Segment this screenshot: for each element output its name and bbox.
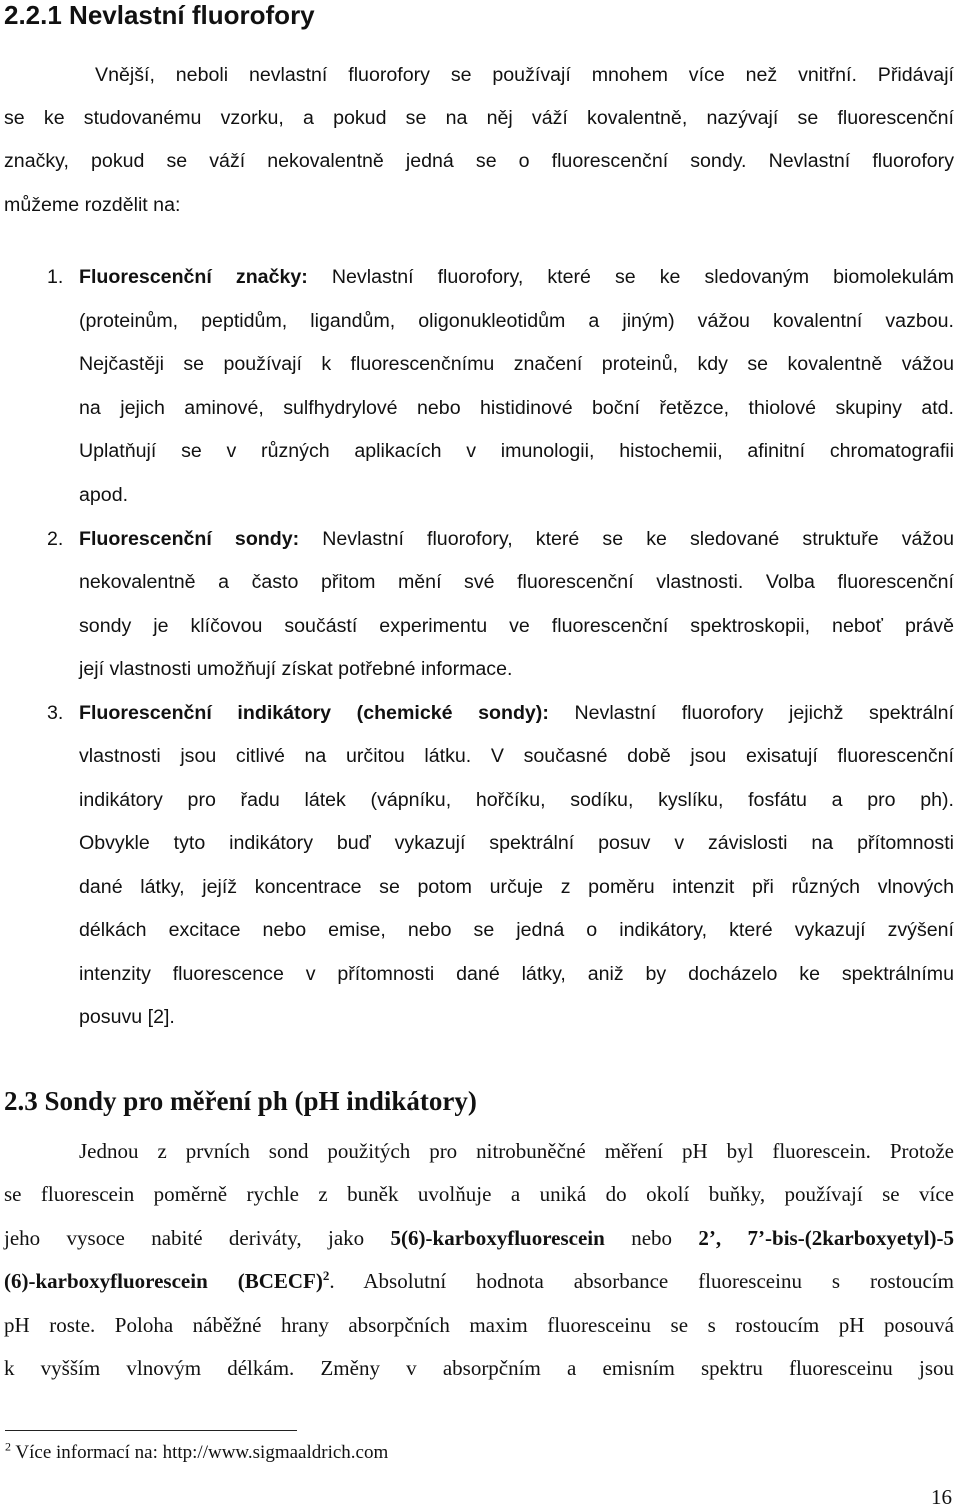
list-number: 2. bbox=[47, 528, 64, 550]
list-item-first-line bbox=[79, 701, 954, 725]
footnote-mark: 2 bbox=[5, 1439, 11, 1454]
list-line: vlastnosti jsou citlivé na určitou látku. V současné době jsou exisatují fluorescenční bbox=[79, 745, 954, 767]
paragraph-line: pH roste. Poloha náběžné hrany absorpčních maxim fluoresceinu se s rostoucím pH posouvá bbox=[4, 1313, 954, 1337]
compound-name: 2’, 7’-bis-(2karboxyetyl)-5 bbox=[698, 1226, 955, 1250]
list-line: Nejčastěji se používají k fluorescenčnímu značení proteinů, kdy se kovalentně vážou bbox=[79, 353, 954, 375]
footnote-text: Více informací na: http://www.sigmaaldrich.com bbox=[11, 1442, 389, 1463]
list-line: intenzity fluorescence v přítomnosti dané látky, aniž by docházelo ke spektrálnímu bbox=[79, 963, 954, 985]
footnote bbox=[5, 1441, 388, 1465]
paragraph-line: můžeme rozdělit na: bbox=[4, 194, 181, 216]
paragraph-text: jeho vysoce nabité deriváty, jako bbox=[4, 1226, 365, 1250]
list-text: Nevlastní fluorofory, které se ke sledované struktuře vážou bbox=[322, 528, 954, 550]
section-heading-2-2-1: 2.2.1 Nevlastní fluorofory bbox=[4, 0, 315, 30]
compound-name: (6)-karboxyfluorescein (BCECF) bbox=[4, 1269, 323, 1293]
list-line: indikátory pro řadu látek (vápníku, hořčíku, sodíku, kyslíku, fosfátu a pro ph). bbox=[79, 789, 954, 811]
list-term: Fluorescenční indikátory (chemické sondy): bbox=[79, 702, 549, 724]
list-number: 1. bbox=[47, 266, 64, 288]
list-line: délkách excitace nebo emise, nebo se jedná o indikátory, které vykazují zvýšení bbox=[79, 919, 954, 941]
paragraph-text: . Absolutní hodnota absorbance fluoresceinu s rostoucím bbox=[329, 1269, 954, 1293]
list-line: Uplatňují se v různých aplikacích v imunologii, histochemii, afinitní chromatografii bbox=[79, 440, 954, 462]
paragraph-line: Vnější, neboli nevlastní fluorofory se používají mnohem více než vnitřní. Přidávají bbox=[95, 64, 954, 86]
paragraph-line: značky, pokud se váží nekovalentně jedná se o fluorescenční sondy. Nevlastní fluorofory bbox=[4, 150, 954, 172]
list-line: posuvu [2]. bbox=[79, 1006, 175, 1028]
list-line: (proteinům, peptidům, ligandům, oligonukleotidům a jiným) vážou kovalentní vazbou. bbox=[79, 310, 954, 332]
list-line: sondy je klíčovou součástí experimentu ve fluorescenční spektroskopii, neboť právě bbox=[79, 615, 954, 637]
compound-name: 5(6)-karboxyfluorescein bbox=[390, 1226, 605, 1250]
list-text: Nevlastní fluorofory, které se ke sledovaným biomolekulám bbox=[331, 266, 954, 288]
list-item-first-line bbox=[79, 527, 954, 551]
list-item-first-line bbox=[79, 265, 954, 289]
paragraph-line: Jednou z prvních sond použitých pro nitrobuněčné měření pH byl fluorescein. Protože bbox=[79, 1139, 954, 1163]
paragraph-text: nebo bbox=[631, 1226, 673, 1250]
paragraph-line bbox=[4, 1226, 954, 1250]
page-number: 16 bbox=[931, 1485, 952, 1509]
list-line: dané látky, jejíž koncentrace se potom určuje z poměru intenzit při různých vlnových bbox=[79, 876, 954, 898]
list-line: Obvykle tyto indikátory buď vykazují spektrální posuv v závislosti na přítomnosti bbox=[79, 832, 954, 854]
paragraph-line: se ke studovanému vzorku, a pokud se na něj váží kovalentně, nazývají se fluorescenční bbox=[4, 107, 954, 129]
list-number: 3. bbox=[47, 702, 64, 724]
list-line: apod. bbox=[79, 484, 129, 506]
footnote-reference[interactable]: 2 bbox=[322, 1268, 330, 1283]
paragraph-line bbox=[4, 1269, 954, 1293]
section-heading-2-3: 2.3 Sondy pro měření ph (pH indikátory) bbox=[4, 1086, 477, 1116]
list-term: Fluorescenční značky: bbox=[79, 266, 308, 288]
footnote-divider bbox=[5, 1430, 297, 1431]
list-line: na jejich aminové, sulfhydrylové nebo histidinové boční řetězce, thiolové skupiny atd. bbox=[79, 397, 954, 419]
paragraph-line: se fluorescein poměrně rychle z buněk uvolňuje a uniká do okolí buňky, používají se více bbox=[4, 1182, 954, 1206]
list-term: Fluorescenční sondy: bbox=[79, 528, 300, 550]
list-text: Nevlastní fluorofory jejichž spektrální bbox=[574, 702, 955, 724]
paragraph-line: k vyšším vlnovým délkám. Změny v absorpčním a emisním spektru fluoresceinu jsou bbox=[4, 1356, 954, 1380]
list-line: nekovalentně a často přitom mění své fluorescenční vlastnosti. Volba fluorescenční bbox=[79, 571, 954, 593]
list-line: její vlastnosti umožňují získat potřebné informace. bbox=[79, 658, 513, 680]
